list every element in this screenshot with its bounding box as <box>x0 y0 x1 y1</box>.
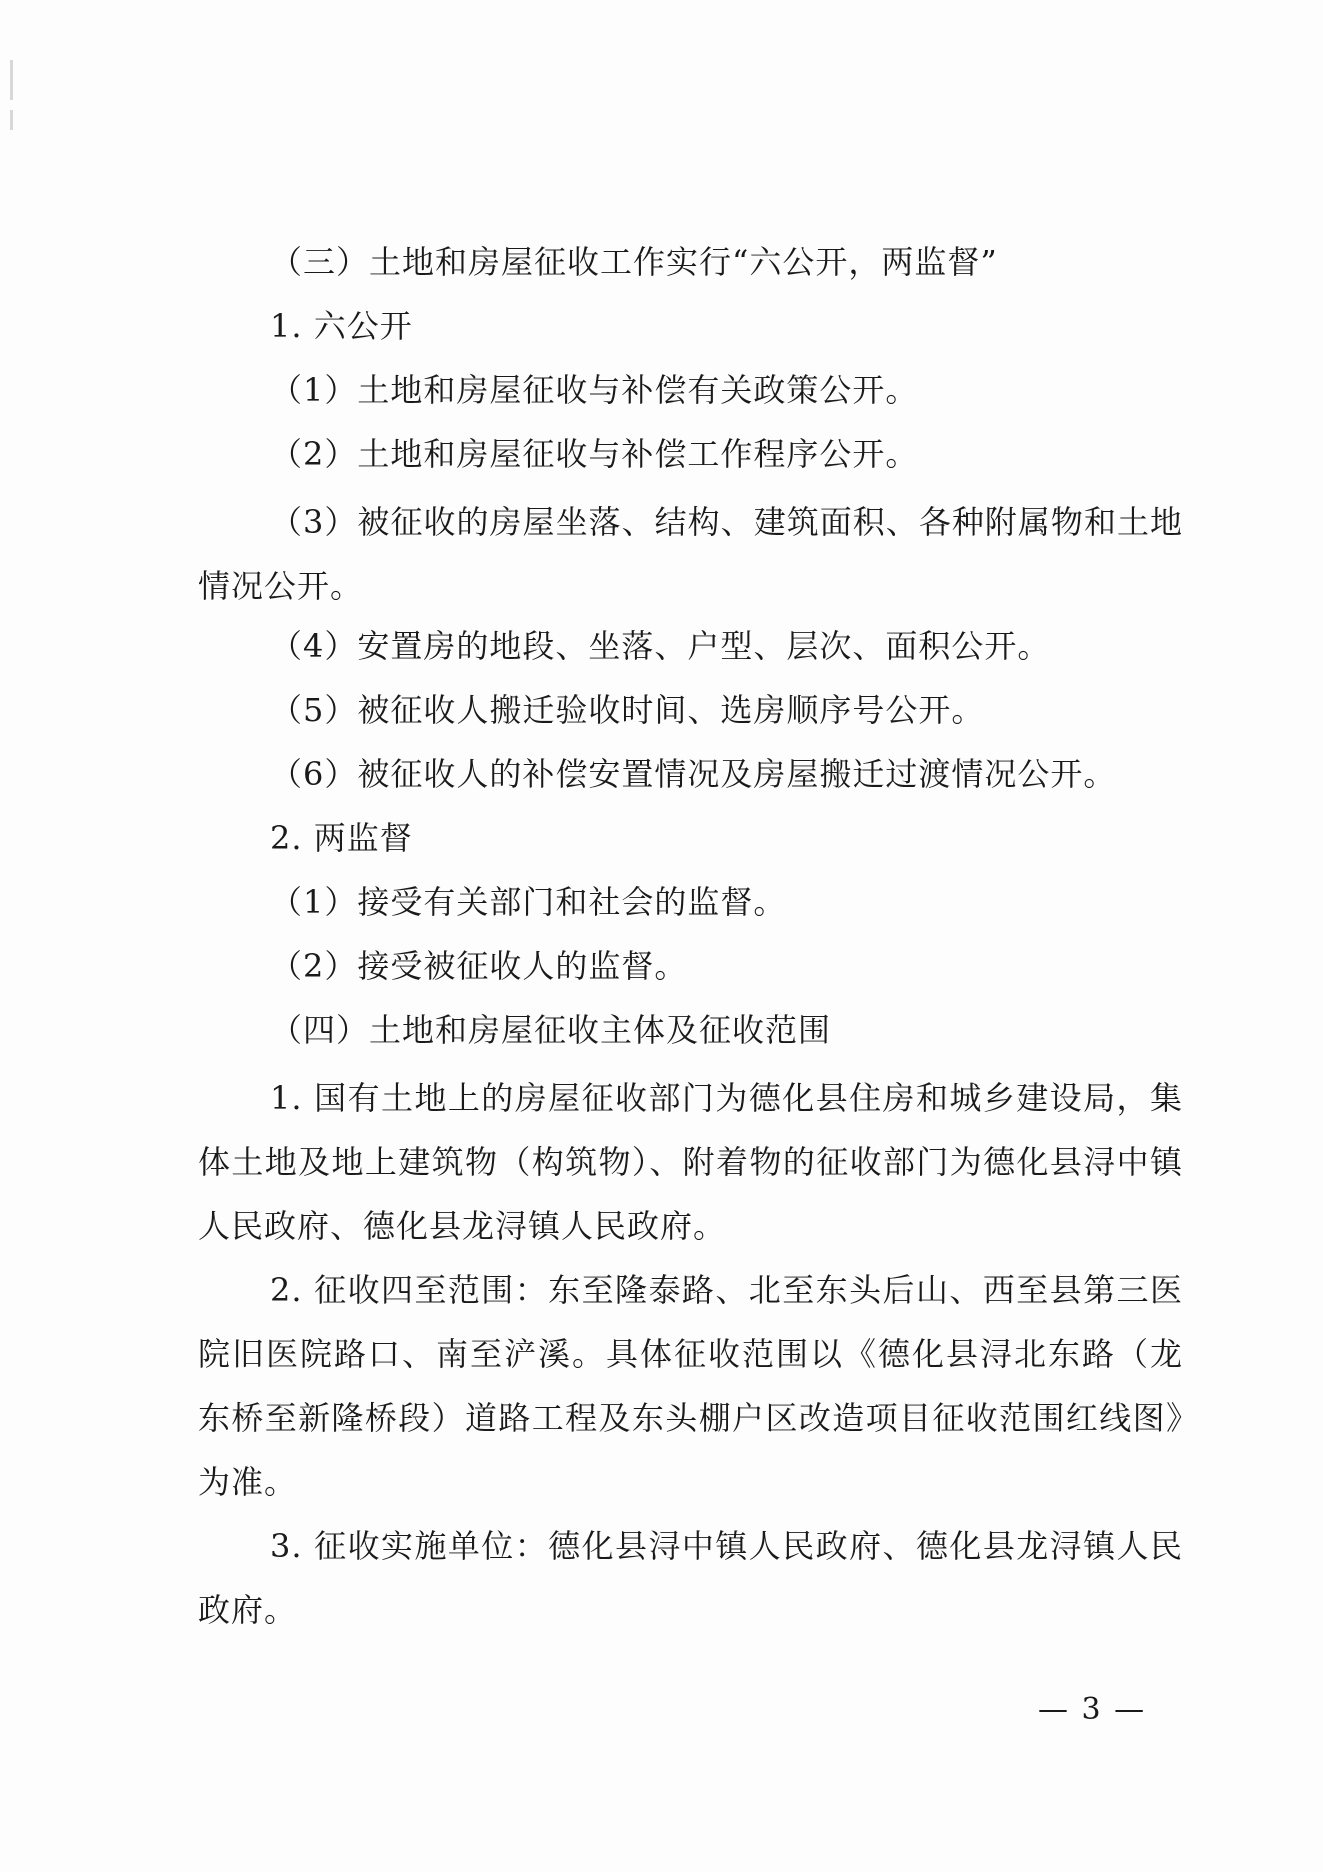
section-heading-3: （三）土地和房屋征收工作实行“六公开，两监督” <box>270 243 998 281</box>
list-item: （2）接受被征收人的监督。 <box>270 947 688 985</box>
subheading-two-supervisions: 2. 两监督 <box>270 819 413 857</box>
section-heading-4: （四）土地和房屋征收主体及征收范围 <box>270 1011 832 1049</box>
list-item: （2）土地和房屋征收与补偿工作程序公开。 <box>270 435 919 473</box>
scan-edge-mark <box>10 110 13 130</box>
list-item: （5）被征收人搬迁验收时间、选房顺序号公开。 <box>270 691 985 729</box>
subheading-six-disclosures: 1. 六公开 <box>270 307 413 345</box>
paragraph: 2. 征收四至范围：东至隆泰路、北至东头后山、西至县第三医院旧医院路口、南至浐溪。具体征收范围以《德化县浔北东路（龙东桥至新隆桥段）道路工程及东头棚户区改造项目征收范围红线图》为准。 <box>198 1271 1183 1501</box>
paragraph: 3. 征收实施单位：德化县浔中镇人民政府、德化县龙浔镇人民政府。 <box>198 1527 1183 1629</box>
list-item: （6）被征收人的补偿安置情况及房屋搬迁过渡情况公开。 <box>270 755 1117 793</box>
paragraph: （3）被征收的房屋坐落、结构、建筑面积、各种附属物和土地情况公开。 <box>198 503 1183 605</box>
list-item: （1）接受有关部门和社会的监督。 <box>270 883 787 921</box>
paragraph: 1. 国有土地上的房屋征收部门为德化县住房和城乡建设局，集体土地及地上建筑物（构筑物）、附着物的征收部门为德化县浔中镇人民政府、德化县龙浔镇人民政府。 <box>198 1079 1183 1245</box>
list-item: （4）安置房的地段、坐落、户型、层次、面积公开。 <box>270 627 1051 665</box>
list-item: （1）土地和房屋征收与补偿有关政策公开。 <box>270 371 919 409</box>
scan-edge-mark <box>10 60 13 100</box>
page-number: — 3 — <box>1038 1692 1147 1727</box>
